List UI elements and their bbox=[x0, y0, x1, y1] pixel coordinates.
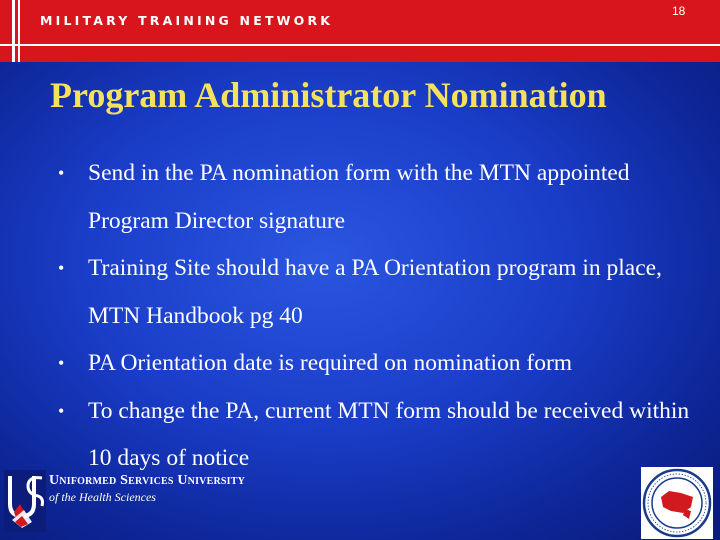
header-banner bbox=[0, 0, 720, 62]
university-logo bbox=[4, 470, 244, 534]
bullet-icon: • bbox=[58, 400, 65, 421]
network-name: MILITARY TRAINING NETWORK bbox=[40, 13, 334, 28]
bullet-icon: • bbox=[58, 258, 65, 278]
bullet-text: Send in the PA nomination form with the MTN appointed Program Director signature bbox=[88, 160, 630, 234]
university-name: Uniformed Services University bbox=[49, 473, 246, 488]
bullet-item bbox=[58, 150, 708, 245]
banner-stripe bbox=[0, 0, 15, 62]
bullet-icon: • bbox=[58, 163, 65, 183]
bullet-item bbox=[58, 388, 708, 483]
bullet-list bbox=[58, 150, 708, 483]
banner-stripe-vertical bbox=[18, 0, 20, 62]
bullet-text: Training Site should have a PA Orientation program in place, MTN Handbook pg 40 bbox=[88, 255, 662, 329]
university-subtitle: of the Health Sciences bbox=[49, 490, 156, 504]
seal-emblem-icon bbox=[641, 467, 713, 539]
bullet-text: PA Orientation date is required on nomination form bbox=[88, 350, 573, 376]
banner-stripe-horizontal bbox=[0, 44, 720, 46]
bullet-item bbox=[58, 340, 708, 388]
slide-title: Program Administrator Nomination bbox=[50, 75, 607, 115]
mtn-seal bbox=[641, 467, 713, 539]
page-number: 18 bbox=[672, 4, 686, 18]
bullet-item bbox=[58, 245, 708, 340]
bullet-text: To change the PA, current MTN form should be received within 10 days of notice bbox=[88, 397, 690, 471]
usu-emblem-icon bbox=[4, 470, 46, 532]
bullet-icon: • bbox=[58, 353, 65, 373]
